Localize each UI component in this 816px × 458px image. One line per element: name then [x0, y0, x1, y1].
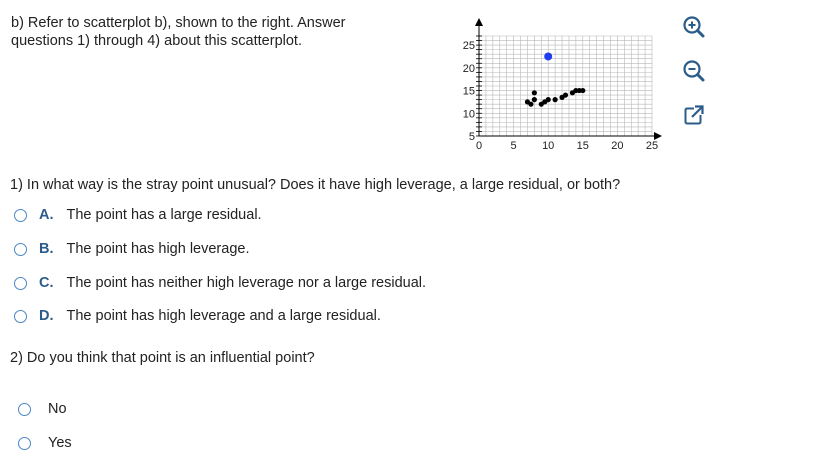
zoom-out-button[interactable]: [679, 56, 709, 86]
y-tick-label: 5: [468, 131, 475, 143]
q1-option-c[interactable]: [14, 273, 426, 293]
x-axis-arrow: [654, 132, 662, 140]
option-text: Yes: [48, 435, 72, 451]
option-letter: B.: [39, 241, 54, 257]
y-tick-label: 10: [462, 108, 475, 121]
question-2-text: 2) Do you think that point is an influential point?: [10, 350, 315, 366]
scatterplot: [422, 14, 662, 152]
option-text: The point has neither high leverage nor a large residual.: [66, 275, 427, 291]
stray-point: [544, 52, 552, 60]
option-letter: A.: [39, 207, 54, 223]
popout-button[interactable]: [679, 100, 709, 130]
q2-option-yes[interactable]: [18, 433, 72, 453]
data-point: [580, 88, 585, 93]
data-point: [528, 102, 533, 107]
radio-button[interactable]: [18, 437, 31, 450]
data-point: [532, 97, 537, 102]
intro-text: [11, 14, 411, 50]
option-text: No: [48, 401, 67, 417]
option-text: The point has high leverage.: [66, 241, 250, 257]
data-point: [532, 90, 537, 95]
y-axis-arrow: [475, 18, 483, 26]
x-tick-label: 5: [510, 140, 517, 152]
y-tick-label: 25: [462, 40, 475, 53]
intro-line-2: questions 1) through 4) about this scatterplot.: [11, 33, 302, 49]
zoom-out-icon: [682, 59, 706, 83]
x-tick-label: 25: [645, 140, 659, 152]
x-tick-label: 0: [475, 140, 483, 152]
zoom-in-button[interactable]: [679, 12, 709, 42]
x-tick-label: 20: [611, 140, 624, 152]
radio-button[interactable]: [14, 310, 27, 323]
q1-option-b[interactable]: [14, 239, 250, 259]
radio-button[interactable]: [14, 277, 27, 290]
option-text: The point has a large residual.: [66, 207, 262, 223]
expand-popout-icon: [682, 103, 706, 127]
zoom-in-icon: [682, 15, 706, 39]
radio-button[interactable]: [14, 243, 27, 256]
x-tick-label: 15: [576, 140, 589, 152]
data-point: [563, 92, 568, 97]
data-point: [553, 97, 558, 102]
y-tick-label: 20: [462, 62, 475, 75]
q1-option-a[interactable]: [14, 205, 262, 225]
x-tick-label: 10: [542, 140, 555, 152]
option-text: The point has high leverage and a large residual.: [66, 308, 381, 324]
data-point: [546, 97, 551, 102]
option-letter: D.: [39, 308, 54, 324]
question-1-text: 1) In what way is the stray point unusual? Does it have high leverage, a large residual, or both?: [10, 177, 621, 193]
radio-button[interactable]: [18, 403, 31, 416]
q2-option-no[interactable]: [18, 399, 67, 419]
y-tick-label: 15: [462, 85, 475, 98]
q1-option-d[interactable]: [14, 306, 381, 326]
intro-line-1: b) Refer to scatterplot b), shown to the right. Answer: [11, 15, 346, 31]
radio-button[interactable]: [14, 209, 27, 222]
option-letter: C.: [39, 275, 54, 291]
